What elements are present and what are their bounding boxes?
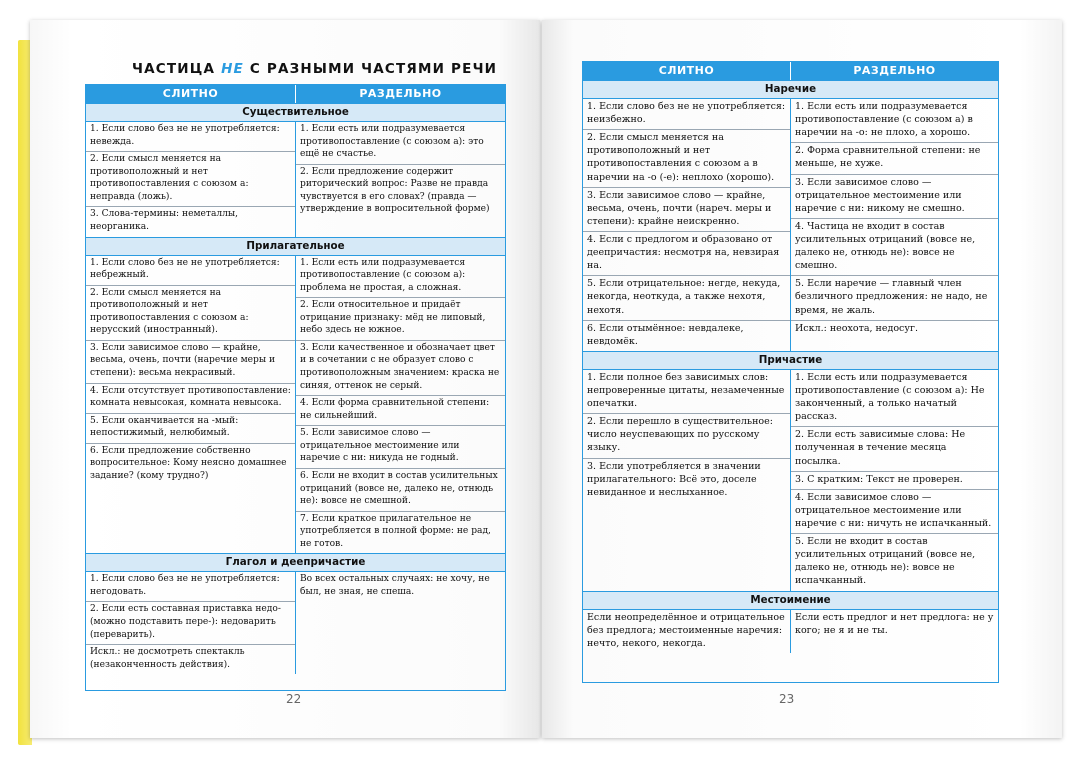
header-slitno: СЛИТНО [583, 62, 791, 80]
rule-cell: 6. Если не входит в состав усилительных отрицаний (вовсе не, далеко не, отнюдь не): вовсе не смешной. [296, 469, 505, 512]
rule-cell: 3. Если качественное и обозначает цвет и в сочетании с не образует слово с противоположным значением: краска не синяя, оттенок не серый. [296, 341, 505, 396]
rule-cell: 1. Если слово без не не употребляется: невежда. [86, 122, 295, 152]
rule-cell: 2. Если есть зависимые слова: Не полученная в течение месяца посылка. [791, 427, 998, 471]
rule-cell: 3. Если употребляется в значении прилагательного: Всё это, доселе невиданное и неслыханное. [587, 460, 761, 498]
rule-cell: 2. Если смысл меняется на противоположный и нет противопоставления с союзом а: неправда (ложь). [86, 152, 295, 207]
left-table [85, 84, 506, 691]
rule-cell: 5. Если не входит в состав усилительных отрицаний (вовсе не, далеко не, отнюдь не): вовсе не испачканный. [795, 536, 976, 587]
title-prefix: ЧАСТИЦА [132, 61, 216, 77]
rule-cell: 4. Если зависимое слово — отрицательное местоимение или наречие с ни: ничуть не испачканный. [791, 490, 998, 534]
table-header [583, 62, 998, 80]
rule-cell: 1. Если полное без зависимых слов: непроверенные цитаты, незамеченные опечатки. [583, 370, 790, 414]
rule-cell: 7. Если краткое прилагательное не употребляется в полной форме: не рад, не готов. [300, 513, 491, 549]
rule-cell: 1. Если есть или подразумевается противопоставление (с союзом а): это ещё не счастье. [296, 122, 505, 165]
rule-cell: 2. Если есть составная приставка недо- (можно подставить пере-): недоварить (переварить). [86, 602, 295, 645]
rule-cell: 2. Если смысл меняется на противоположный и нет противопоставления с союзом а в наречии на -о (-е): неплохо (хорошо). [583, 130, 790, 187]
rule-cell: 4. Частица не входит в состав усилительных отрицаний (вовсе не, далеко не, отнюдь не): вовсе не смешно. [791, 219, 998, 276]
column-slitno [86, 256, 296, 554]
rule-cell: Если неопределённое и отрицательное без предлога; местоименные наречия: нечто, некого, некогда. [587, 611, 785, 649]
page-number-left: 22 [286, 692, 302, 706]
header-razdelno: РАЗДЕЛЬНО [359, 87, 442, 100]
right-table [582, 61, 999, 683]
rule-cell: 4. Если форма сравнительной степени: не сильнейший. [296, 396, 505, 426]
rule-cell: 5. Если наречие — главный член безличного предложения: не надо, не время, не жаль. [791, 276, 998, 320]
section-columns [86, 256, 505, 554]
rule-cell: 4. Если с предлогом и образовано от деепричастия: несмотря на, невзирая на. [583, 232, 790, 276]
column-slitno [583, 610, 791, 653]
rule-cell: 2. Если предложение содержит риторический вопрос: Разве не правда чувствуется в его словах? (правда — утверждение в вопросительной форме) [300, 166, 490, 215]
section-header: Причастие [583, 351, 998, 370]
section-columns [86, 122, 505, 237]
rule-cell: 1. Если слово без не не употребляется: негодовать. [86, 572, 295, 602]
table-header [86, 85, 505, 103]
rule-cell: 3. Если зависимое слово — крайне, весьма, очень, почти (наречие меры и степени): весьма некрасивый. [86, 341, 295, 384]
rule-cell: Во всех остальных случаях: не хочу, не был, не зная, не спеша. [300, 574, 490, 597]
header-razdelno: РАЗДЕЛЬНО [853, 64, 936, 77]
title-suffix: С РАЗНЫМИ ЧАСТЯМИ РЕЧИ [249, 61, 498, 77]
rule-cell: 3. Если зависимое слово — отрицательное местоимение или наречие с ни: никому не смешно. [791, 175, 998, 219]
section-columns [583, 99, 998, 351]
rule-cell: 5. Если отрицательное: негде, некуда, некогда, неоткуда, а также нехотя, нехотя. [583, 276, 790, 320]
page-number-right: 23 [779, 692, 795, 706]
rule-cell: Искл.: не досмотреть спектакль (незаконченность действия). [90, 647, 245, 670]
column-razdelno [296, 256, 505, 554]
column-razdelno [791, 610, 998, 653]
rule-cell: 4. Если отсутствует противопоставление: комната невысокая, комната невысока. [86, 384, 295, 414]
section-header: Глагол и деепричастие [86, 553, 505, 572]
rule-cell: 2. Если смысл меняется на противоположный и нет противопоставления с союзом а: нерусский (иностранный). [86, 286, 295, 341]
column-slitno [583, 370, 791, 591]
section-columns [86, 572, 505, 674]
rule-cell: 1. Если есть или подразумевается противопоставление (с союзом а) в наречии на -о: не плохо, а хорошо. [791, 99, 998, 143]
page-title [132, 61, 497, 77]
section-header: Наречие [583, 80, 998, 99]
rule-cell: 6. Если отымённое: невдалеке, невдомёк. [587, 322, 744, 347]
column-slitno [583, 99, 791, 351]
rule-cell: 3. Слова-термины: неметаллы, неорганика. [90, 209, 239, 232]
column-razdelno [791, 99, 998, 351]
section-header: Прилагательное [86, 237, 505, 256]
column-slitno [86, 572, 296, 674]
rule-cell: 3. Если зависимое слово — крайне, весьма, очень, почти (нареч. меры и степени): крайне неискренно. [583, 188, 790, 232]
section-header: Местоимение [583, 591, 998, 610]
rule-cell: 1. Если слово без не не употребляется: небрежный. [86, 256, 295, 286]
header-slitno: СЛИТНО [86, 85, 296, 103]
rule-cell: 5. Если зависимое слово — отрицательное местоимение или наречие с ни: никуда не годный. [296, 426, 505, 469]
rule-cell: 6. Если предложение собственно вопросительное: Кому неясно домашнее задание? (кому трудно?) [90, 445, 287, 481]
title-ne: НЕ [221, 61, 244, 77]
right-table-body [583, 80, 998, 653]
column-slitno [86, 122, 296, 237]
rule-cell: 1. Если слово без не не употребляется: неизбежно. [583, 99, 790, 130]
rule-cell: 1. Если есть или подразумевается противопоставление (с союзом а): проблема не простая, а сложная. [296, 256, 505, 299]
rule-cell: Если есть предлог и нет предлога: не у кого; не я и не ты. [795, 611, 994, 636]
rule-cell: Искл.: неохота, недосуг. [795, 322, 918, 334]
column-razdelno [296, 122, 505, 237]
rule-cell: 2. Если относительное и придаёт отрицание признаку: мёд не липовый, небо здесь не южное. [296, 298, 505, 341]
section-header: Существительное [86, 103, 505, 122]
column-razdelno [791, 370, 998, 591]
rule-cell: 1. Если есть или подразумевается противопоставление (с союзом а): Не законченный, а только начатый рассказ. [791, 370, 998, 427]
column-razdelno [296, 572, 505, 674]
rule-cell: 2. Если перешло в существительное: число неуспевающих по русскому языку. [583, 414, 790, 458]
rule-cell: 5. Если оканчивается на -мый: непостижимый, нелюбимый. [86, 414, 295, 444]
section-columns [583, 370, 998, 591]
rule-cell: 2. Форма сравнительной степени: не меньше, не хуже. [791, 143, 998, 174]
section-columns [583, 610, 998, 653]
rule-cell: 3. С кратким: Текст не проверен. [791, 472, 998, 490]
left-table-body [86, 103, 505, 674]
